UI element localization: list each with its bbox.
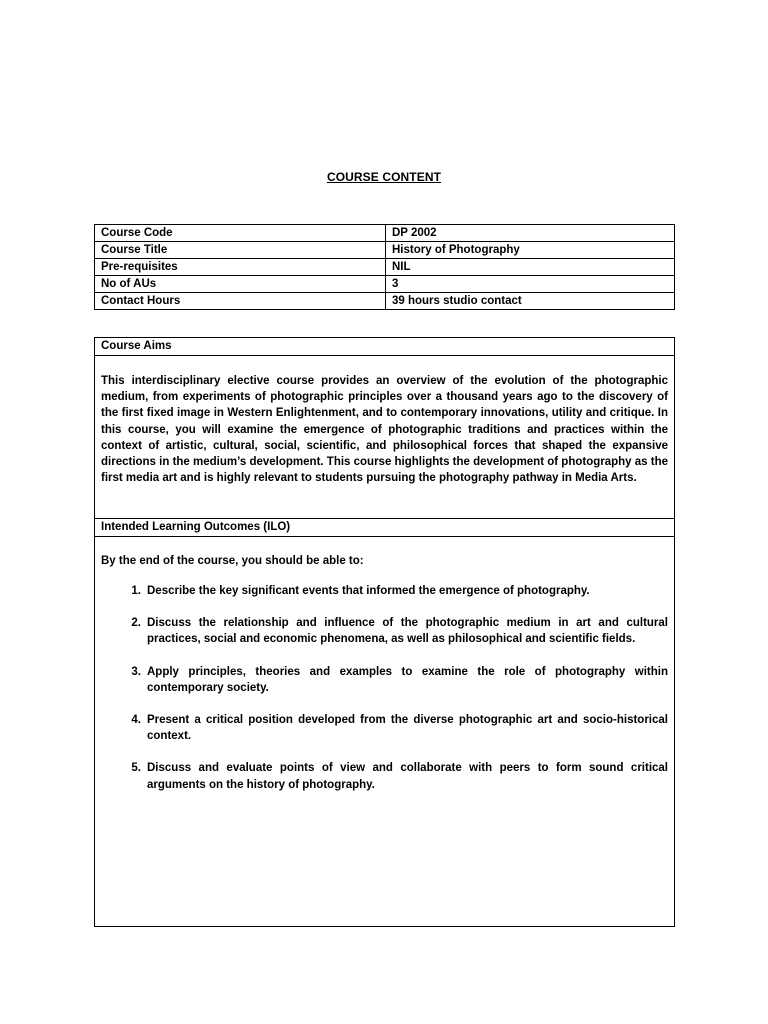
ilo-number: 2.	[131, 617, 141, 630]
course-title-label: Course Title	[95, 242, 386, 259]
contact-hours-value: 39 hours studio contact	[386, 293, 675, 310]
page-title: COURSE CONTENT	[326, 170, 442, 184]
ilo-list	[101, 583, 668, 793]
course-code-value: DP 2002	[386, 225, 675, 242]
table-row	[95, 276, 675, 293]
course-title-value: History of Photography	[386, 242, 675, 259]
ilo-section	[95, 537, 674, 793]
course-code-label: Course Code	[95, 225, 386, 242]
table-row	[95, 259, 675, 276]
list-item	[101, 760, 668, 792]
aus-value: 3	[386, 276, 675, 293]
table-row	[95, 293, 675, 310]
course-aims-section	[95, 356, 674, 519]
prerequisites-label: Pre-requisites	[95, 259, 386, 276]
ilo-number: 1.	[131, 585, 141, 597]
list-item	[101, 712, 668, 744]
aus-label: No of AUs	[95, 276, 386, 293]
ilo-header: Intended Learning Outcomes (ILO)	[95, 519, 674, 537]
course-aims-header: Course Aims	[95, 338, 674, 356]
ilo-number: 3.	[131, 665, 141, 678]
table-row	[95, 225, 675, 242]
contact-hours-label: Contact Hours	[95, 293, 386, 310]
course-info-table	[94, 224, 675, 310]
ilo-text: Apply principles, theories and examples to examine the role of photography within contemporary society.	[147, 665, 668, 694]
ilo-number: 5.	[131, 762, 141, 775]
table-row	[95, 242, 675, 259]
ilo-text: Discuss and evaluate points of view and collaborate with peers to form sound critical arguments on the history of photography.	[147, 762, 668, 791]
ilo-intro: By the end of the course, you should be able to:	[101, 555, 364, 567]
ilo-text: Discuss the relationship and influence of the photographic medium in art and cultural practices, social and economic phenomena, as well as philosophical and scientific fields.	[147, 617, 668, 646]
list-item	[101, 615, 668, 647]
list-item	[101, 664, 668, 696]
list-item	[101, 583, 668, 599]
prerequisites-value: NIL	[386, 259, 675, 276]
ilo-text: Describe the key significant events that informed the emergence of photography.	[147, 585, 590, 597]
course-aims-text: This interdisciplinary elective course provides an overview of the evolution of the photographic medium, from experiments of photographic principles over a thousand years ago to the discovery of the first fixed image in Western Enlightenment, and to contemporary innovations, utility and critique. In this course, you will examine the emergence of photographic traditions and practices within the context of artistic, cultural, social, scientific, and philosophical forces that shaped the expansive directions in the medium’s development. This course highlights the development of photography as the first media art and is highly relevant to students pursuing the photography pathway in Media Arts.	[101, 375, 668, 485]
course-details-box	[94, 337, 675, 927]
ilo-text: Present a critical position developed from the diverse photographic art and socio-historical context.	[147, 714, 668, 743]
ilo-number: 4.	[131, 714, 141, 727]
